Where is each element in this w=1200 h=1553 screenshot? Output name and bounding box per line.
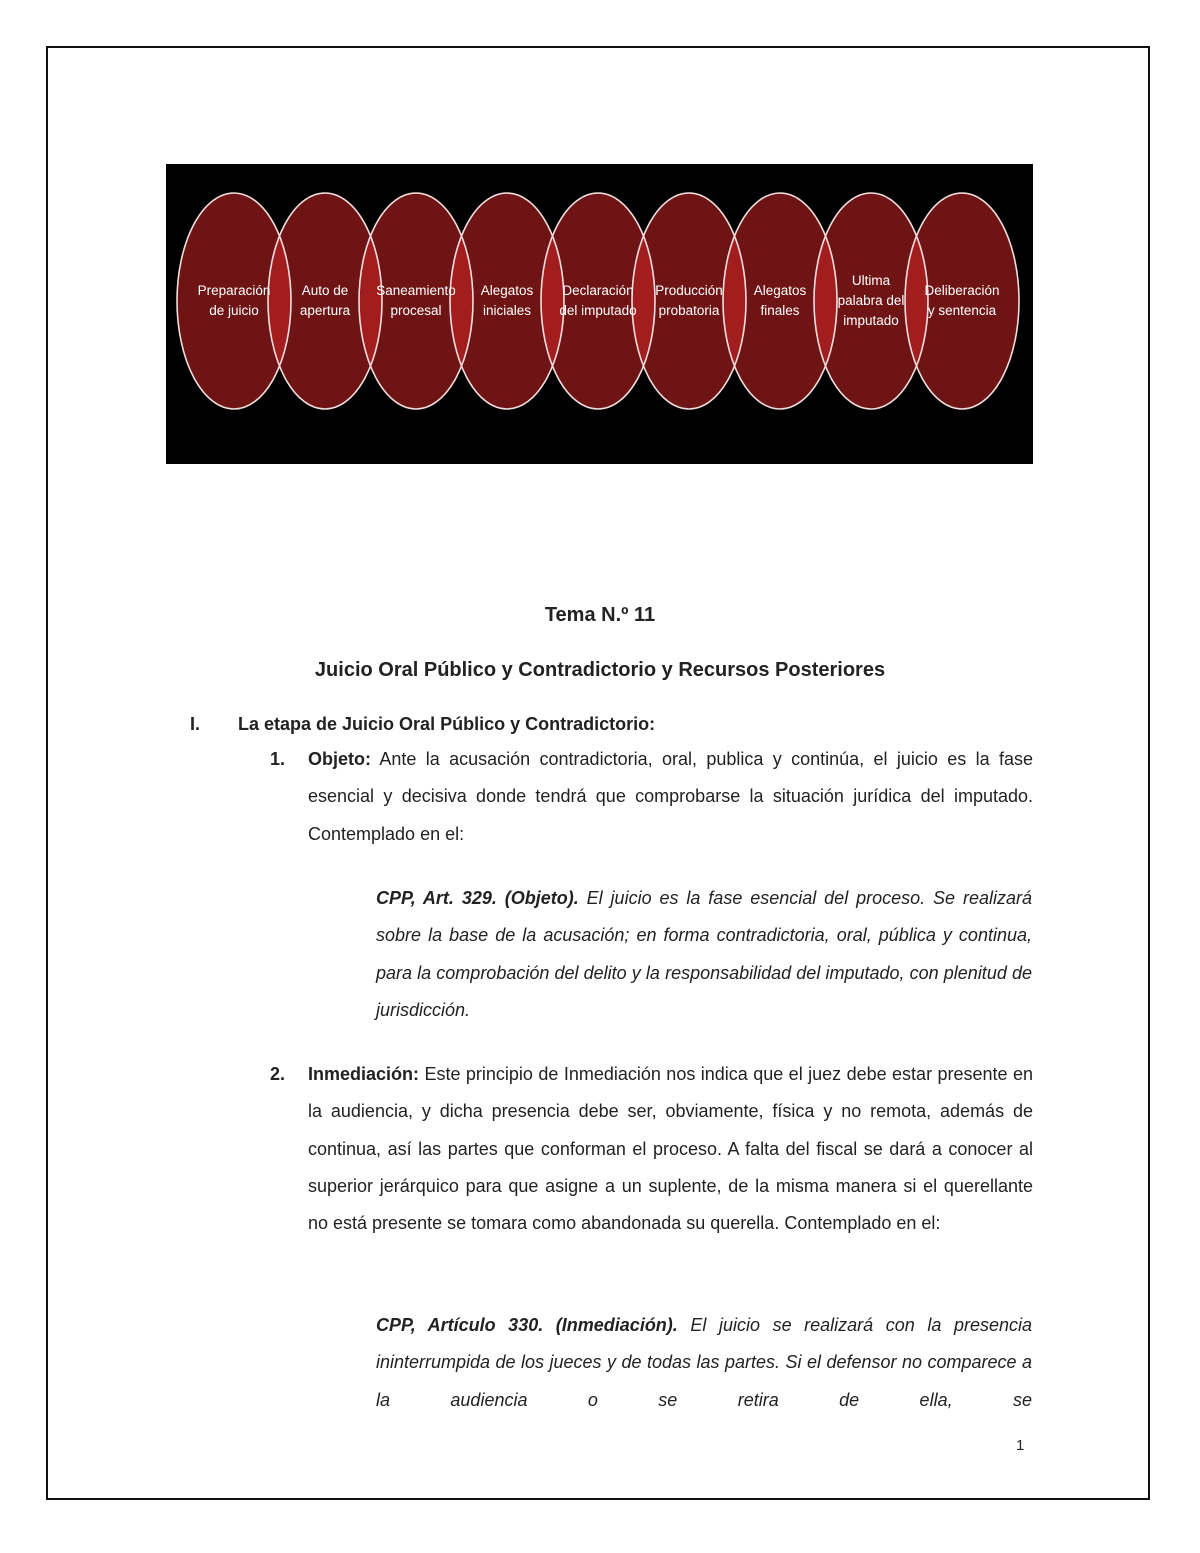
stage-label-line: palabra del (837, 293, 905, 308)
item-text: Este principio de Inmediación nos indica que el juez debe estar presente en la audiencia, y dicha presencia debe ser, obviamente, física y no remota, además de continua, así las partes que conforman el proceso. A falta del fiscal se dará a conocer al superior jerárquico para que asigne a un suplente, de la misma manera si el querellante no está presente se tomara como abandonada su querella. Contemplado en el: (308, 1064, 1033, 1234)
item-number: 2. (270, 1064, 286, 1084)
stage-label-line: apertura (299, 303, 351, 318)
item-number: 1. (270, 749, 286, 769)
stage-label (641, 281, 737, 321)
stage-label-line: Saneamiento (376, 283, 456, 298)
stage-label (368, 281, 464, 321)
stage-label-line: Ultima (851, 273, 891, 288)
trial-stages-banner (166, 164, 1033, 464)
quote-text: El juicio es la fase esencial del proceso. Se realizará sobre la base de la acusación; en forma contradictoria, oral, pública y continua, para la comprobación del delito y la responsabilidad del imputado, con plenitud de jurisdicción. (376, 888, 1032, 1020)
stage-label-line: Producción (655, 283, 723, 298)
stage-label (823, 271, 919, 331)
stage-label-line: finales (760, 303, 800, 318)
stage-label-line: procesal (390, 303, 442, 318)
stage-label (277, 281, 373, 321)
topic-number: Tema N.º 11 (544, 604, 656, 626)
section-heading (190, 714, 655, 735)
topic-title: Juicio Oral Público y Contradictorio y Recursos Posteriores (314, 659, 886, 681)
stage-label (459, 281, 555, 321)
stage-label-line: Declaración (562, 283, 634, 298)
list-item-inmediacion (270, 1056, 1033, 1242)
item-lead: Objeto: (308, 749, 371, 769)
list-item-objeto (270, 741, 1033, 853)
stage-label-line: y sentencia (927, 303, 997, 318)
stage-label-line: Deliberación (924, 283, 1000, 298)
stage-label-line: de juicio (209, 303, 259, 318)
stage-label-line: Preparación (197, 283, 271, 298)
stage-label-line: probatoria (658, 303, 720, 318)
item-text: Ante la acusación contradictoria, oral, publica y continúa, el juicio es la fase esencial y decisiva donde tendrá que comprobarse la situación jurídica del imputado. Contemplado en el: (308, 749, 1033, 844)
section-heading-text: La etapa de Juicio Oral Público y Contradictorio: (238, 714, 656, 734)
page-number: 1 (1016, 1437, 1025, 1454)
quote-art-330 (376, 1307, 1032, 1419)
quote-lead: CPP, Art. 329. (Objeto). (376, 888, 579, 908)
quote-text: El juicio se realizará con la presencia ininterrumpida de los jueces y de todas las partes. Si el defensor no comparece a la audiencia o se retira de ella, se (376, 1315, 1032, 1410)
stage-label-line: Auto de (301, 283, 349, 298)
stage-label-line: Alegatos (480, 283, 534, 298)
stage-label (550, 281, 646, 321)
stage-label-line: iniciales (482, 303, 532, 318)
quote-art-329 (376, 880, 1032, 1029)
stage-label-line: imputado (843, 313, 899, 328)
stage-label (732, 281, 828, 321)
stage-label (186, 281, 282, 321)
stage-label (914, 281, 1010, 321)
stage-label-line: Alegatos (753, 283, 807, 298)
quote-lead: CPP, Artículo 330. (Inmediación). (376, 1315, 678, 1335)
stage-label-line: del imputado (559, 303, 637, 318)
item-lead: Inmediación: (308, 1064, 420, 1084)
section-numeral: I. (190, 714, 201, 734)
